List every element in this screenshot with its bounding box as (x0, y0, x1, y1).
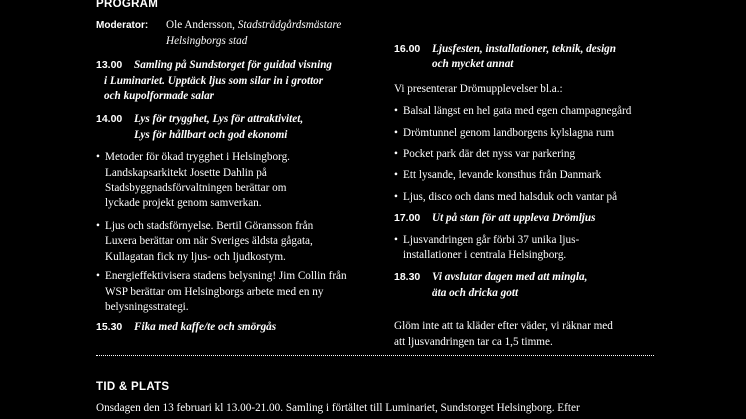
session-title: Samling på Sundstorget för guidad visning (134, 59, 333, 72)
talk-list (96, 150, 366, 315)
session-1530 (96, 320, 366, 335)
list-item: • Ljus och stadsförnyelse. Bertil Göransson från Luxera berättar om när Sveriges äldsta gågata, Kullagatan fick ny ljus- och ljudkostym. (96, 219, 366, 265)
bullet-icon: • (394, 233, 398, 246)
list-item: • Metoder för ökad trygghet i Helsingborg. Landskapsarkitekt Josette Dahlin på Stadsbyggnadsförvaltningen berättar om lyckade projekt genom samverkan. (96, 150, 366, 212)
bullet-icon: • (96, 151, 100, 164)
session-time: 14.00 (96, 113, 123, 126)
program-heading: PROGRAM (96, 0, 159, 10)
list-item: • Energieffektivisera stadens belysning! Jim Collin från WSP berättar om Helsingborgs arbete med en ny belysningsstrategi. (96, 269, 366, 315)
list-item: • Ljusvandringen går förbi 37 unika ljus- installationer i centrala Helsingborg. (394, 233, 654, 264)
moderator-org: Helsingborgs stad (166, 34, 248, 47)
reminder: Glöm inte att ta kläder efter väder, vi räknar med att ljusvandringen tar ca 1,5 timme. (394, 320, 613, 348)
session-time: 16.00 (394, 43, 421, 55)
tid-plats-heading: TID & PLATS (96, 381, 170, 393)
session-1830 (394, 270, 654, 301)
dream-intro: Vi presenterar Drömupplevelser bl.a.: (394, 82, 563, 95)
session-1400 (96, 112, 366, 127)
moderator-name: Ole Andersson, (166, 19, 238, 32)
session-title: Lys för trygghet, Lys för attraktivitet, (134, 113, 304, 126)
bullet-icon: • (394, 190, 398, 203)
dream-list (394, 104, 654, 205)
dotted-divider (96, 355, 654, 356)
session-1400-continued: Lys för hållbart och god ekonomi (134, 128, 288, 141)
bullet-icon: • (394, 148, 398, 161)
moderator (96, 18, 366, 49)
session-1600 (394, 42, 654, 73)
list-item: • Ett lysande, levande konsthus från Danmark (394, 168, 654, 183)
bullet-icon: • (394, 169, 398, 182)
session-title: Ljusfesten, installationer, teknik, design och mycket annat (432, 43, 616, 71)
list-item: • Ljus, disco och dans med halsduk och vantar på (394, 190, 654, 205)
walk-list (394, 233, 654, 264)
session-time: 15.30 (96, 321, 123, 334)
session-1700 (394, 211, 654, 226)
moderator-title: Stadsträdgårdsmästare (237, 19, 342, 32)
tid-plats-text: Onsdagen den 13 februari kl 13.00-21.00. Samling i förtältet till Luminariet, Sundstorget Helsingborg. Efter (96, 402, 580, 415)
session-1300-continued: i Luminariet. Upptäck ljus som silar in i grottor och kupolformade salar (104, 74, 324, 103)
session-time: 18.30 (394, 271, 421, 284)
list-item: • Drömtunnel genom landborgens kylslagna rum (394, 126, 654, 141)
session-title: Vi avslutar dagen med att mingla, äta och dricka gott (432, 271, 588, 299)
session-title: Ut på stan för att uppleva Drömljus (432, 212, 596, 225)
bullet-icon: • (394, 105, 398, 118)
list-item: • Pocket park där det nyss var parkering (394, 147, 654, 162)
session-1300 (96, 58, 366, 73)
bullet-icon: • (394, 126, 398, 139)
moderator-info (166, 18, 341, 49)
program-left-column (96, 0, 366, 336)
bullet-icon: • (96, 219, 100, 232)
session-time: 17.00 (394, 212, 421, 225)
program-right-column (394, 0, 654, 350)
bullet-icon: • (96, 270, 100, 283)
session-time: 13.00 (96, 59, 123, 72)
list-item: • Balsal längst en hel gata med egen champagnegård (394, 104, 654, 119)
tid-plats-section (96, 380, 736, 417)
moderator-label: Moderator: (96, 20, 149, 32)
session-title: Fika med kaffe/te och smörgås (134, 321, 277, 334)
